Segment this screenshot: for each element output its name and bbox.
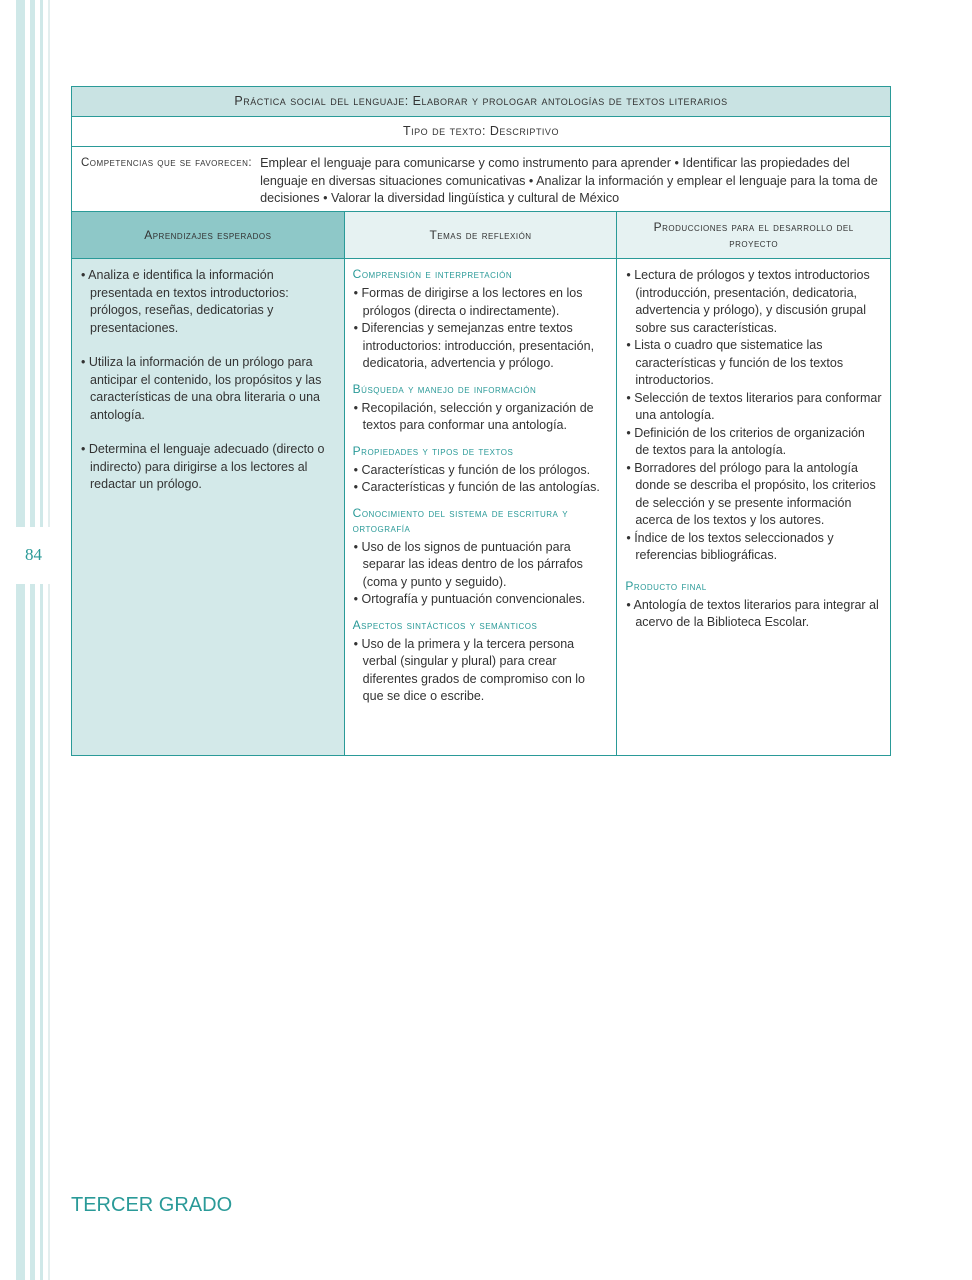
program-table (71, 86, 891, 756)
col-header-temas: Temas de reflexión (345, 212, 617, 259)
section-title: Conocimiento del sistema de escritura y ortografía (352, 505, 569, 535)
list-item: • Lista o cuadro que sistematice las características y función de los textos introductorios. (625, 337, 882, 390)
tipo-texto: Tipo de texto: Descriptivo (72, 117, 890, 147)
section-title: Comprensión e interpretación (352, 267, 513, 281)
footer-grade: TERCER GRADO (71, 1194, 233, 1216)
practica-social: Práctica social del lenguaje: Elaborar y prologar antologías de textos literarios (72, 87, 890, 117)
section-title: Aspectos sintácticos y semánticos (352, 617, 538, 632)
list-item: • Definición de los criterios de organización de textos para la antología. (625, 425, 882, 460)
list-item: • Recopilación, selección y organización de textos para conformar una antología. (353, 400, 609, 435)
list-item: • Selección de textos literarios para conformar una antología. (625, 390, 882, 425)
list-item: • Analiza e identifica la información presentada en textos introductorios: prólogos, reseñas, dedicatorias y presentaciones. (80, 267, 336, 337)
section-title: Búsqueda y manejo de información (352, 381, 537, 396)
section-title: Producto final (625, 578, 707, 593)
col-aprendizajes (72, 212, 345, 755)
list-item: • Índice de los textos seleccionados y referencias bibliográficas. (625, 530, 882, 565)
page-number: 84 (25, 545, 42, 564)
list-item: • Diferencias y semejanzas entre textos introductorios: introducción, presentación, dedicatoria, advertencia y prólogo. (353, 320, 609, 373)
col-producciones (617, 212, 890, 755)
col-header-producciones: Producciones para el desarrollo del proyecto (617, 212, 890, 259)
list-item: • Ortografía y puntuación convencionales. (353, 591, 609, 609)
list-item: • Borradores del prólogo para la antología donde se describa el propósito, los criterios de selección y se presente información acerca de los textos y los autores. (625, 460, 882, 530)
list-item: • Formas de dirigirse a los lectores en los prólogos (directa o indirectamente). (353, 285, 609, 320)
list-item: • Características y función de las antologías. (353, 479, 609, 497)
competencias-label: Competencias que se favorecen: (81, 157, 253, 169)
list-item: • Utiliza la información de un prólogo para anticipar el contenido, los propósitos y las características de una obra literaria o una antología. (80, 354, 336, 424)
list-item: • Determina el lenguaje adecuado (directo o indirecto) para dirigirse a los lectores al redactar un prólogo. (80, 441, 336, 494)
list-item: • Características y función de los prólogos. (353, 462, 609, 480)
list-item: • Uso de la primera y la tercera persona verbal (singular y plural) para crear diferentes grados de compromiso con lo que se dice o escribe. (353, 636, 609, 706)
col-temas (345, 212, 618, 755)
list-item: • Antología de textos literarios para integrar al acervo de la Biblioteca Escolar. (625, 597, 882, 632)
section-title: Propiedades y tipos de textos (352, 443, 514, 458)
list-item: • Uso de los signos de puntuación para separar las ideas dentro de los párrafos (coma y punto y seguido). (353, 539, 609, 592)
competencias-row (72, 147, 890, 212)
competencias-text: Emplear el lenguaje para comunicarse y como instrumento para aprender • Identificar las propiedades del lenguaje en diversas situaciones comunicativas • Analizar la información y emplear el lenguaje para la toma de decisiones • Valorar la diversidad lingüística y cultural de México (260, 156, 878, 205)
list-item: • Lectura de prólogos y textos introductorios (introducción, presentación, dedicatoria, advertencia y prólogo), y discusión grupal sobre sus características. (625, 267, 882, 337)
col-header-aprendizajes: Aprendizajes esperados (72, 212, 344, 259)
